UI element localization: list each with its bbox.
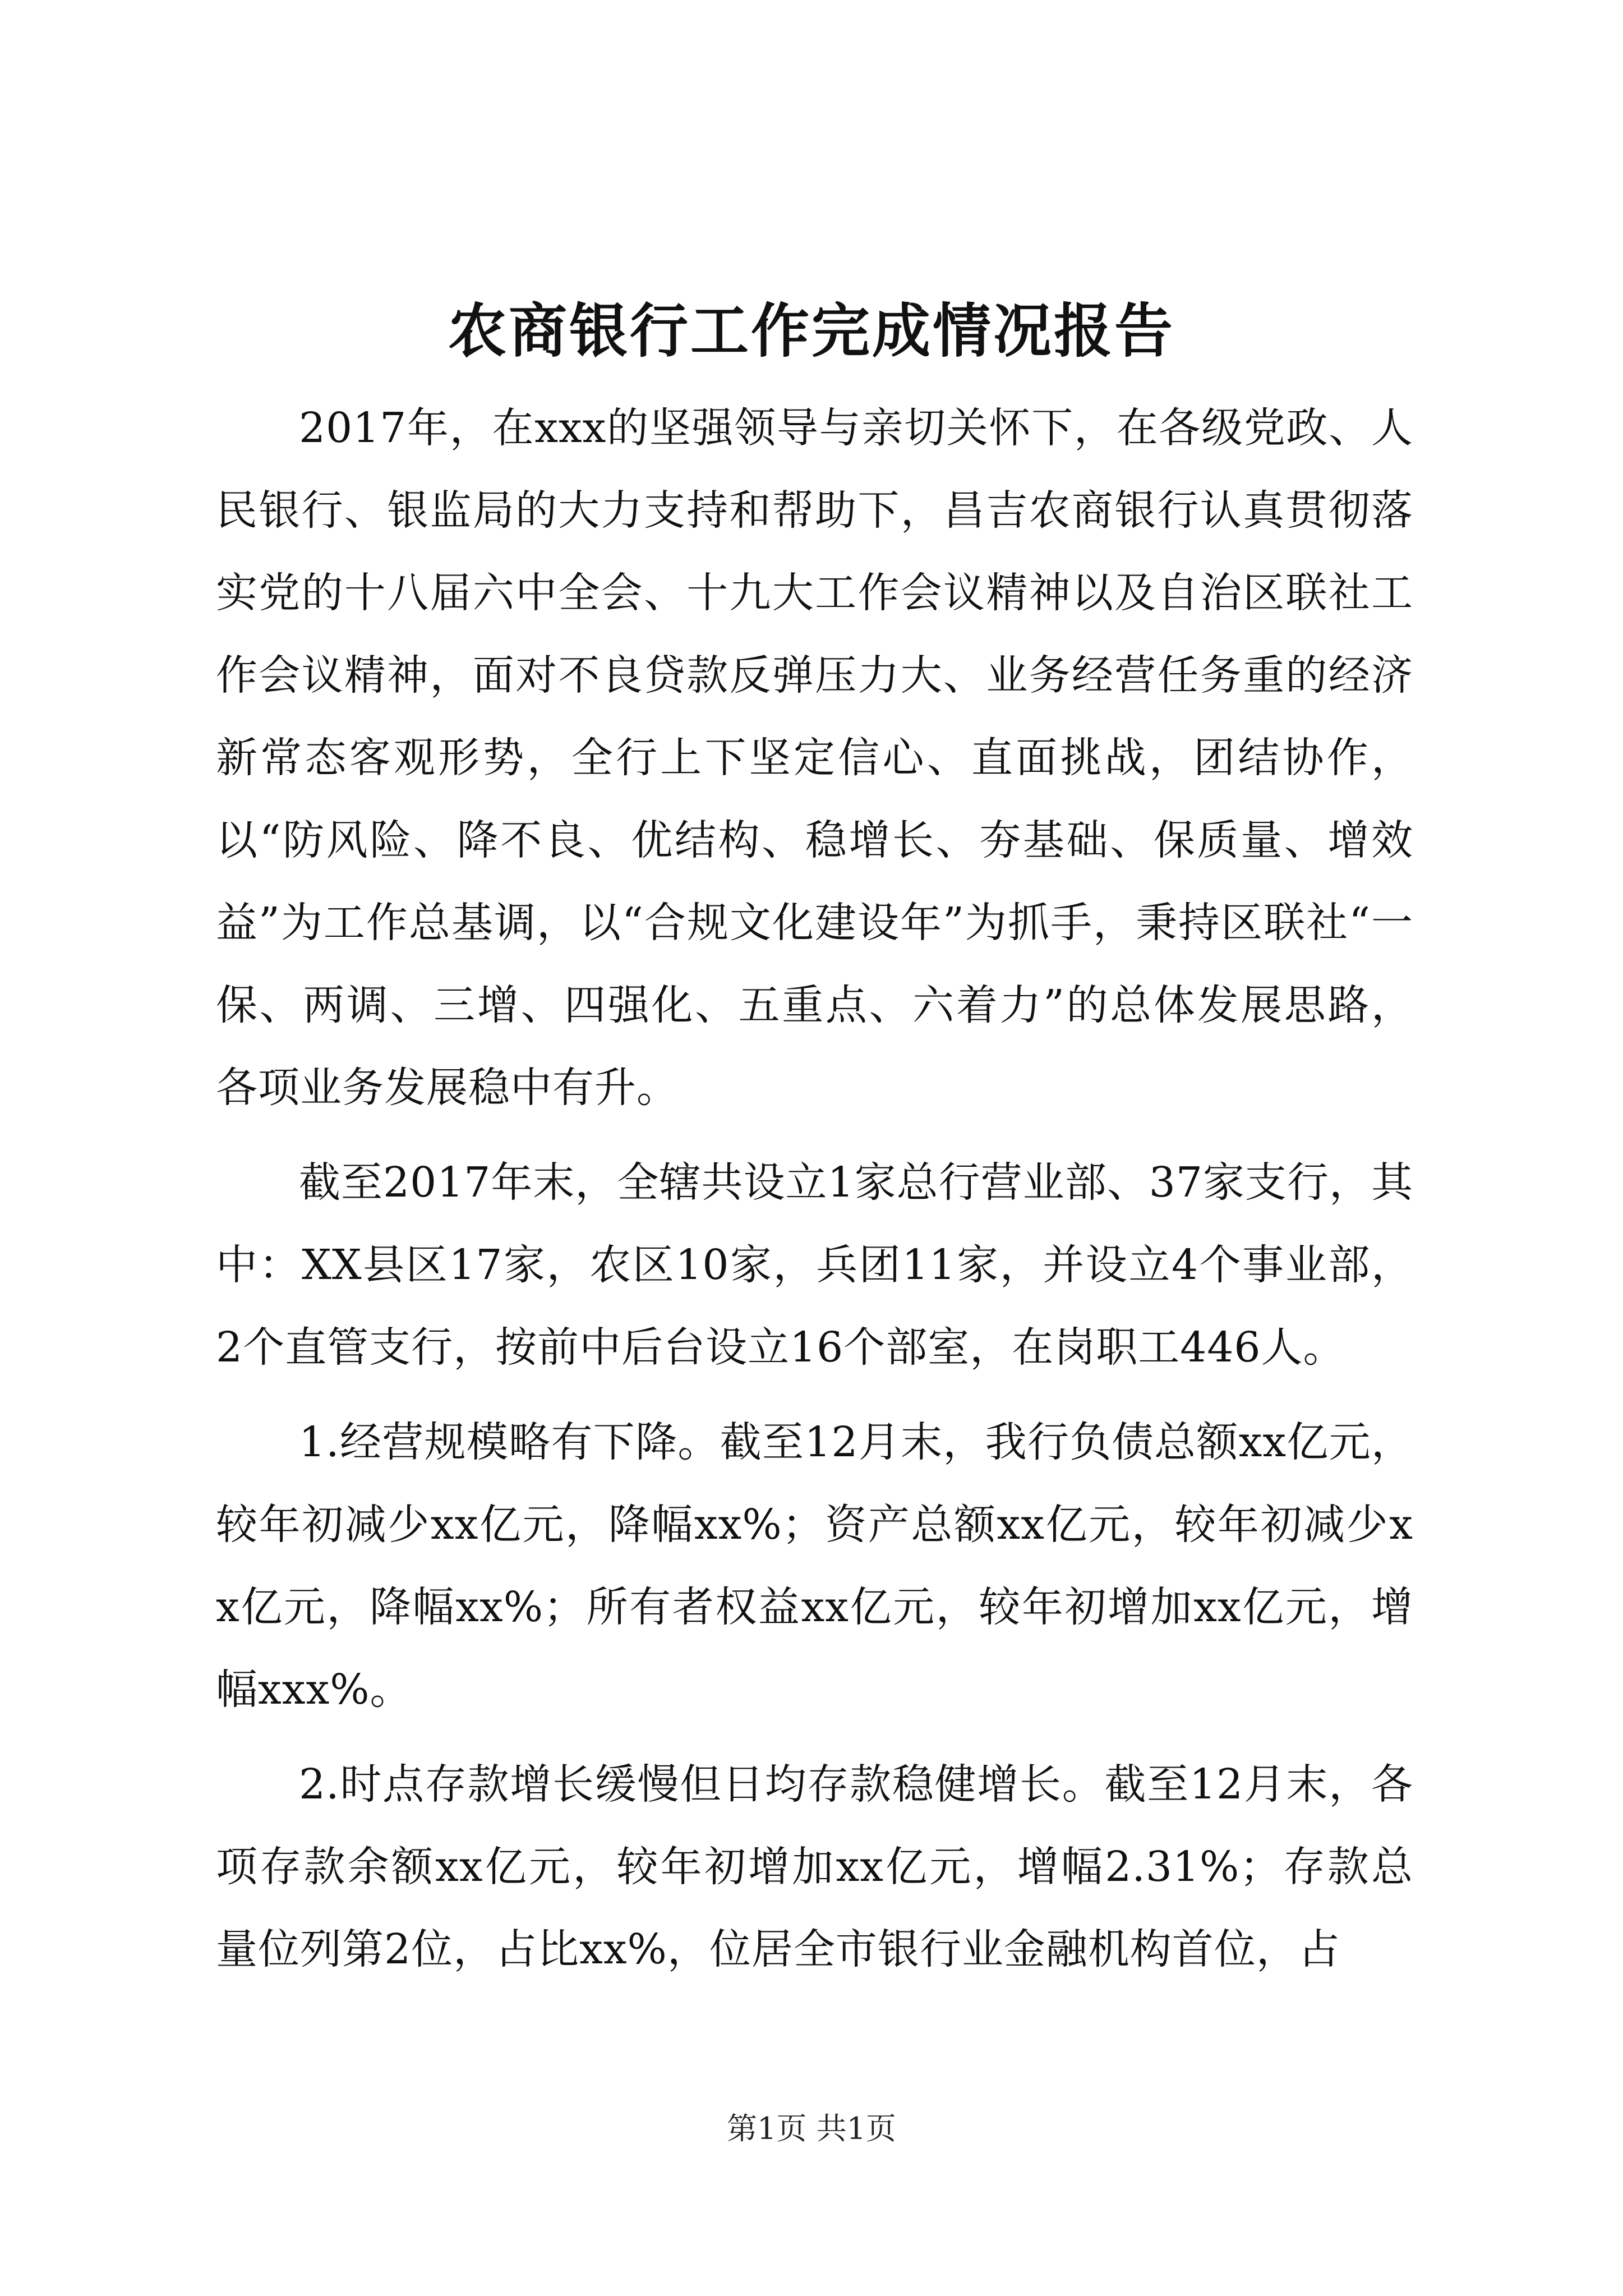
paragraph-intro: 2017年，在xxx的坚强领导与亲切关怀下，在各级党政、人民银行、银监局的大力支持和帮助下，昌吉农商银行认真贯彻落实党的十八届六中全会、十九大工作会议精神以及自治区联社工作会议精神，面对不良贷款反弹压力大、业务经营任务重的经济新常态客观形势，全行上下坚定信心、直面挑战，团结协作，以“防风险、降不良、优结构、稳增长、夯基础、保质量、增效益”为工作总基调，以“合规文化建设年”为抓手，秉持区联社“一保、两调、三增、四强化、五重点、六着力”的总体发展思路，各项业务发展稳中有升。 <box>216 404 1413 1112</box>
page-footer <box>0 2109 1623 2148</box>
document-body <box>216 387 1413 2003</box>
page-number-label: 第1页 共1页 <box>727 2111 896 2146</box>
document-title: 农商银行工作完成情况报告 <box>448 296 1175 365</box>
paragraph-deposits: 2.时点存款增长缓慢但日均存款稳健增长。截至12月末，各项存款余额xx亿元，较年初增加xx亿元，增幅2.31%；存款总量位列第2位，占比xx%，位居全市银行业金融机构首位，占 <box>216 1760 1413 1973</box>
paragraph-scale: 1.经营规模略有下降。截至12月末，我行负债总额xx亿元，较年初减少xx亿元，降幅xx%；资产总额xx亿元，较年初减少xx亿元，降幅xx%；所有者权益xx亿元，较年初增加xx亿元，增幅xxx%。 <box>216 1418 1413 1714</box>
paragraph-branches: 截至2017年末，全辖共设立1家总行营业部、37家支行，其中：XX县区17家，农区10家，兵团11家，并设立4个事业部，2个直管支行，按前中后台设立16个部室，在岗职工446人。 <box>216 1158 1413 1372</box>
